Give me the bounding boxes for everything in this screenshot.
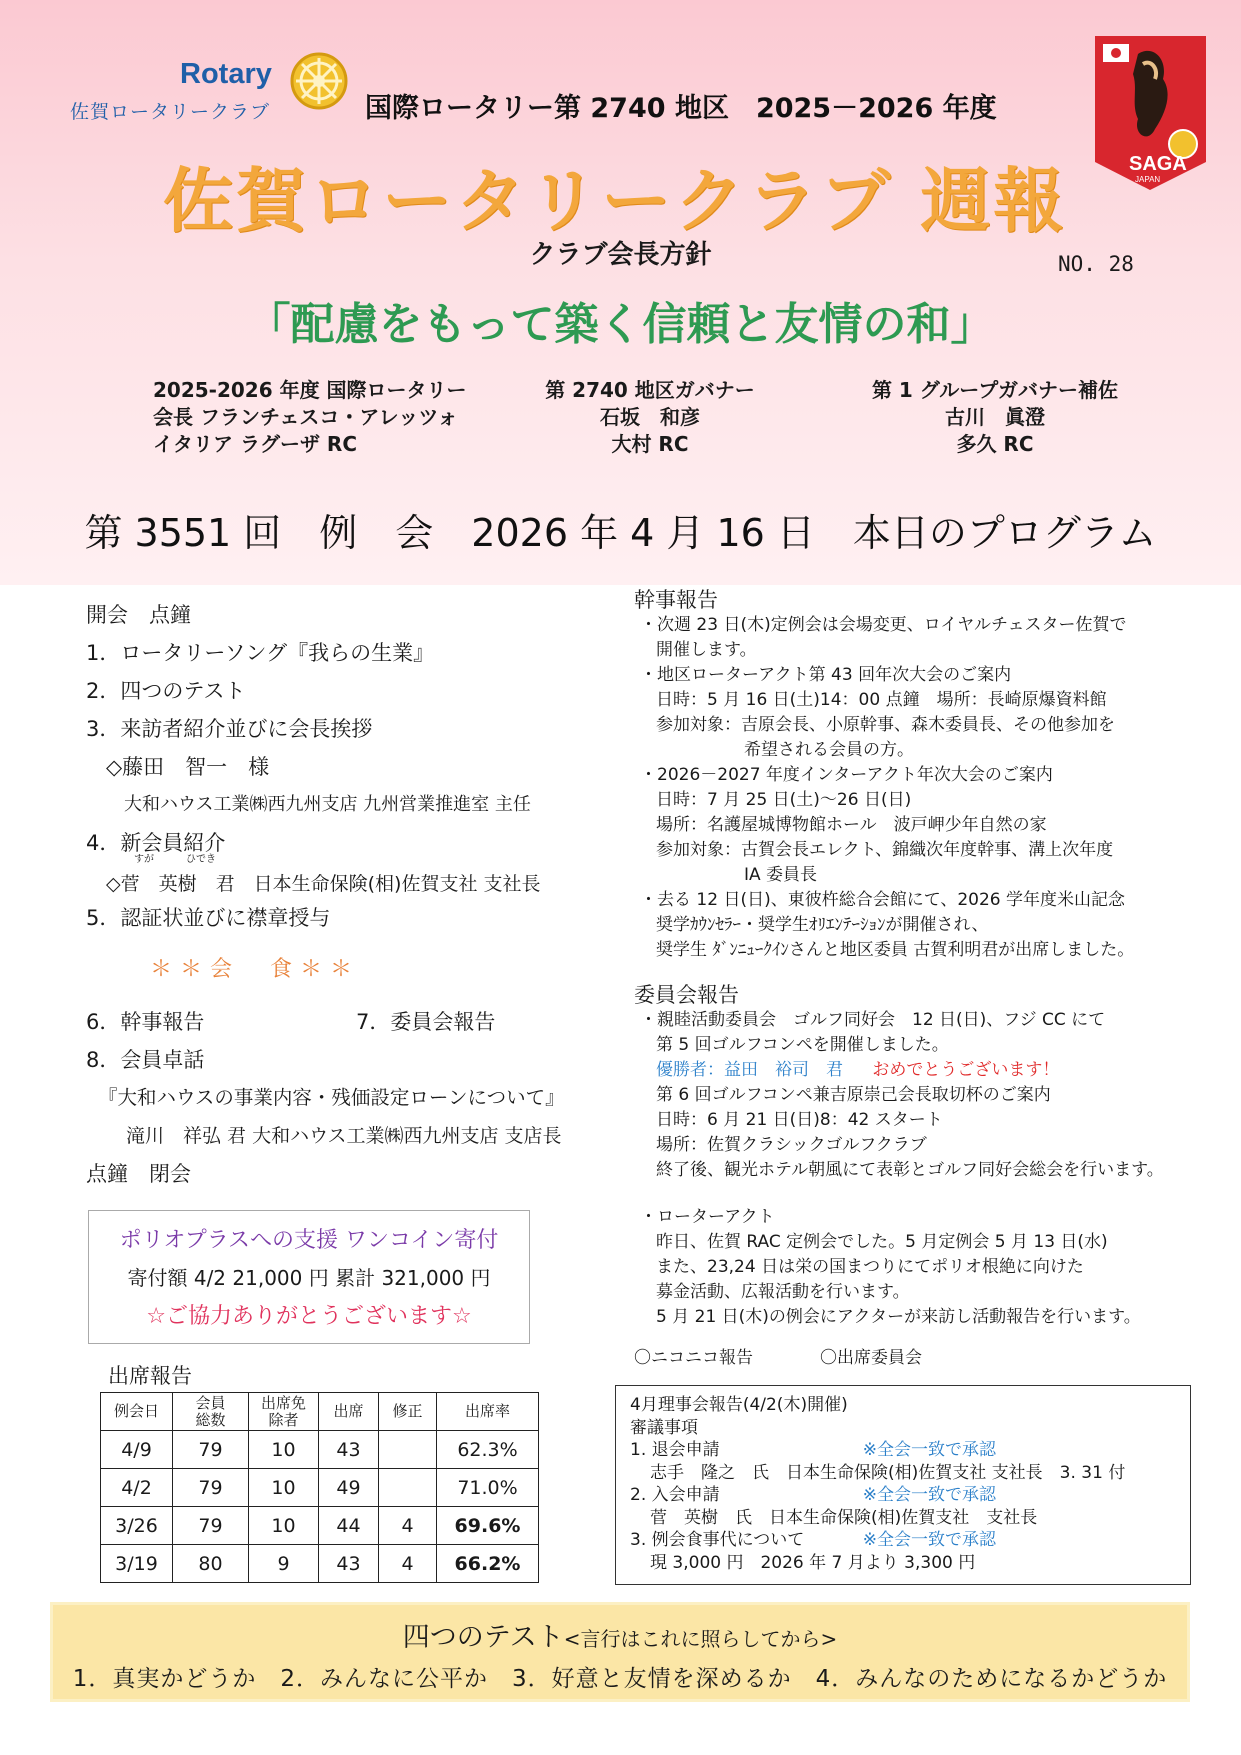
rotary-wheel-icon <box>288 50 350 112</box>
report-line: 参加対象：吉原会長、小原幹事、森木委員長、その他参加を <box>656 715 1115 735</box>
table-cell: 66.2% <box>437 1545 539 1583</box>
bulletin-title: 佐賀ロータリークラブ 週報 <box>163 160 1067 242</box>
officer-line: 2025-2026 年度 国際ロータリー <box>153 378 467 402</box>
saga-badge-icon <box>1093 34 1208 192</box>
report-line: 奨学ｶｳﾝｾﾗｰ・奨学生ｵﾘｴﾝﾃｰｼｮﾝが開催され、 <box>656 915 989 935</box>
four-tests-banner <box>50 1602 1190 1702</box>
report-line: 場所：佐賀クラシックゴルフクラブ <box>656 1135 927 1155</box>
officer-line: 会長 フランチェスコ・アレッツォ <box>153 405 458 429</box>
table-row <box>101 1469 539 1507</box>
program-title: 第 3551 回 例 会 2026 年 4 月 16 日 本日のプログラム <box>84 511 1157 555</box>
report-line: 募金活動、広報活動を行います。 <box>656 1282 910 1302</box>
report-line: ・去る 12 日(日)、東彼杵総合会館にて、2026 学年度米山記念 <box>640 890 1126 910</box>
donation-amount: 寄付額 4/2 21,000 円 累計 321,000 円 <box>127 1266 491 1290</box>
approval-note: ※全会一致で承認 <box>862 1530 996 1550</box>
table-cell: 80 <box>173 1545 249 1583</box>
meal-label: ＊＊会 食＊＊ <box>150 957 361 982</box>
table-cell: 44 <box>319 1507 379 1545</box>
program-open: 開会 点鐘 <box>86 603 191 627</box>
report-line: 終了後、観光ホテル朝風にて表彰とゴルフ同好会総会を行います。 <box>656 1160 1164 1180</box>
approval-note: ※全会一致で承認 <box>862 1485 996 1505</box>
new-member <box>86 854 606 899</box>
table-cell: 3/19 <box>101 1545 173 1583</box>
attendance-committee: 〇出席委員会 <box>820 1348 922 1368</box>
donation-thanks: ☆ご協力ありがとうございます☆ <box>146 1304 472 1329</box>
report-line: 日時：6 月 21 日(日)8：42 スタート <box>656 1110 943 1130</box>
report-line: 昨日、佐賀 RAC 定例会でした。5 月定例会 5 月 13 日(水) <box>656 1232 1108 1252</box>
officer-line: 大村 RC <box>611 432 689 456</box>
table-cell: 49 <box>319 1469 379 1507</box>
four-tests-items: 1．真実かどうか 2．みんなに公平か 3．好意と友情を深めるか 4．みんなのためになるかどうか <box>72 1666 1168 1692</box>
district-governor-block <box>520 377 780 458</box>
committee-report-title: 委員会報告 <box>634 983 739 1007</box>
congrats-text: おめでとうございます！ <box>872 1060 1060 1080</box>
column-header: 出席 <box>319 1393 379 1431</box>
report-line: ・次週 23 日(木)定例会は会場変更、ロイヤルチェスター佐賀で <box>640 615 1127 635</box>
winner-line <box>634 1058 1204 1083</box>
ri-president-block <box>153 377 467 458</box>
report-line: ・ローターアクト <box>640 1207 775 1227</box>
ruby-reading: すが <box>134 854 154 865</box>
board-title: 4月理事会報告(4/2(木)開催) <box>630 1395 848 1415</box>
table-cell <box>379 1469 437 1507</box>
table-cell: 10 <box>249 1469 319 1507</box>
talk-title: 『大和ハウスの事業内容・残価設定ローンについて』 <box>98 1086 565 1109</box>
table-cell: 9 <box>249 1545 319 1583</box>
table-cell: 10 <box>249 1507 319 1545</box>
approval-note: ※全会一致で承認 <box>862 1440 996 1460</box>
attendance-table <box>100 1392 539 1583</box>
table-cell: 10 <box>249 1431 319 1469</box>
program-item: 2．四つのテスト <box>86 679 246 703</box>
table-cell: 43 <box>319 1545 379 1583</box>
assistant-governor-block <box>850 377 1140 458</box>
secretary-report-title: 幹事報告 <box>634 588 718 612</box>
four-tests-title-row <box>53 1615 1187 1654</box>
badge-subtext: JAPAN <box>1135 175 1161 184</box>
table-row <box>101 1431 539 1469</box>
report-line: 5 月 21 日(木)の例会にアクターが来訪し活動報告を行います。 <box>656 1307 1141 1327</box>
program-item: 8．会員卓話 <box>86 1048 205 1072</box>
board-item-label: 2. 入会申請 <box>630 1485 720 1505</box>
ruby-reading: ひでき <box>186 854 216 865</box>
table-row <box>101 1545 539 1583</box>
officer-line: 第 1 グループガバナー補佐 <box>871 378 1119 402</box>
winner-name: 優勝者：益田 裕司 君 <box>656 1060 843 1080</box>
table-cell: 62.3% <box>437 1431 539 1469</box>
table-cell: 3/26 <box>101 1507 173 1545</box>
board-item <box>630 1439 1176 1462</box>
report-line: ・地区ローターアクト第 43 回年次大会のご案内 <box>640 665 1012 685</box>
niko-report: 〇ニコニコ報告 <box>634 1348 753 1368</box>
report-line: 第 5 回ゴルフコンペを開催しました。 <box>656 1035 949 1055</box>
four-tests-title: 四つのテスト <box>402 1622 564 1653</box>
table-cell: 4 <box>379 1545 437 1583</box>
table-header-row <box>101 1393 539 1431</box>
program-item: 4．新会員紹介 <box>86 831 226 855</box>
badge-text: SAGA <box>1129 153 1187 175</box>
column-header: 例会日 <box>101 1393 173 1431</box>
donation-title: ポリオプラスへの支援 ワンコイン寄付 <box>119 1228 499 1253</box>
board-report-box <box>615 1385 1191 1585</box>
table-cell: 79 <box>173 1469 249 1507</box>
board-item-detail: 志手 隆之 氏 日本生命保険(相)佐賀支社 支社長 3. 31 付 <box>650 1462 1126 1483</box>
table-cell: 43 <box>319 1431 379 1469</box>
report-line: ・親睦活動委員会 ゴルフ同好会 12 日(日)、フジ CC にて <box>640 1010 1106 1030</box>
officer-line: 多久 RC <box>956 432 1034 456</box>
guest-name: ◇藤田 智一 様 <box>106 755 270 779</box>
report-line: ・2026－2027 年度インターアクト年次大会のご案内 <box>640 765 1053 785</box>
program-item: 3．来訪者紹介並びに会長挨拶 <box>86 717 373 741</box>
board-subtitle: 審議事項 <box>630 1417 698 1438</box>
column-header: 出席率 <box>437 1393 539 1431</box>
program-item: 1．ロータリーソング『我らの生業』 <box>86 641 435 665</box>
board-item-label: 3. 例会食事代について <box>630 1530 805 1550</box>
column-header: 修正 <box>379 1393 437 1431</box>
new-member-text: ◇菅 英樹 君 日本生命保険(相)佐賀支社 支社長 <box>106 873 541 895</box>
table-cell: 71.0% <box>437 1469 539 1507</box>
report-line: 開催します。 <box>656 640 757 660</box>
report-line: 希望される会員の方。 <box>744 740 914 760</box>
officer-line: 第 2740 地区ガバナー <box>545 378 755 402</box>
club-logo-subtitle: 佐賀ロータリークラブ <box>70 101 271 123</box>
program-item: 7．委員会報告 <box>356 1010 496 1034</box>
column-header: 出席免除者 <box>249 1393 319 1431</box>
column-header: 会員総数 <box>173 1393 249 1431</box>
guest-org: 大和ハウス工業㈱西九州支店 九州営業推進室 主任 <box>124 794 531 815</box>
misc-report-row <box>634 1346 1204 1371</box>
report-line: また、23,24 日は栄の国まつりにてポリオ根絶に向けた <box>656 1257 1084 1277</box>
report-line: 奨学生 ﾀﾞﾝﾆｭｰｸｲﾝさんと地区委員 古賀利明君が出席しました。 <box>656 940 1135 960</box>
program-list <box>86 596 606 1193</box>
policy-label: クラブ会長方針 <box>529 240 712 270</box>
board-item-detail: 現 3,000 円 2026 年 7 月より 3,300 円 <box>650 1552 976 1573</box>
table-cell: 4 <box>379 1507 437 1545</box>
district-year-line: 国際ロータリー第 2740 地区 2025－2026 年度 <box>365 93 997 124</box>
program-item: 6．幹事報告 <box>86 1010 205 1034</box>
report-line: 日時：7 月 25 日(土)～26 日(日) <box>656 790 912 810</box>
board-item <box>630 1484 1176 1507</box>
table-cell: 79 <box>173 1431 249 1469</box>
table-cell: 4/2 <box>101 1469 173 1507</box>
report-line: 第 6 回ゴルフコンペ兼吉原崇己会長取切杯のご案内 <box>656 1085 1051 1105</box>
program-item: 5．認証状並びに襟章授与 <box>86 906 331 930</box>
officer-line: 石坂 和彦 <box>600 405 700 429</box>
four-tests-subtitle: <言行はこれに照らしてから> <box>563 1627 838 1651</box>
board-item-detail: 菅 英樹 氏 日本生命保険(相)佐賀支社 支社長 <box>650 1507 1038 1528</box>
report-line: 場所：名護屋城博物館ホール 波戸岬少年自然の家 <box>656 815 1047 835</box>
table-cell: 4/9 <box>101 1431 173 1469</box>
rotary-logo-word: Rotary <box>180 58 272 90</box>
board-item-label: 1. 退会申請 <box>630 1440 720 1460</box>
table-cell <box>379 1431 437 1469</box>
issue-number: NO. 28 <box>1058 252 1134 276</box>
report-line: 参加対象：古賀会長エレクト、錦織次年度幹事、溝上次年度 <box>656 840 1114 860</box>
president-motto: 「配慮をもって築く信頼と友情の和」 <box>246 299 995 350</box>
table-cell: 79 <box>173 1507 249 1545</box>
report-line: 日時：5 月 16 日(土)14：00 点鐘 場所：長崎原爆資料館 <box>656 690 1107 710</box>
table-cell: 69.6% <box>437 1507 539 1545</box>
attendance-title: 出席報告 <box>108 1364 192 1388</box>
program-item-row <box>86 1003 606 1041</box>
officer-line: 古川 眞澄 <box>945 405 1045 429</box>
donation-box <box>88 1210 530 1344</box>
report-line: IA 委員長 <box>744 865 818 885</box>
talk-speaker: 滝川 祥弘 君 大和ハウス工業㈱西九州支店 支店長 <box>126 1125 562 1147</box>
program-close: 点鐘 閉会 <box>86 1162 191 1186</box>
board-item <box>630 1529 1176 1552</box>
table-row <box>101 1507 539 1545</box>
officer-line: イタリア ラグーザ RC <box>153 432 358 456</box>
reports-column <box>634 588 1204 1371</box>
